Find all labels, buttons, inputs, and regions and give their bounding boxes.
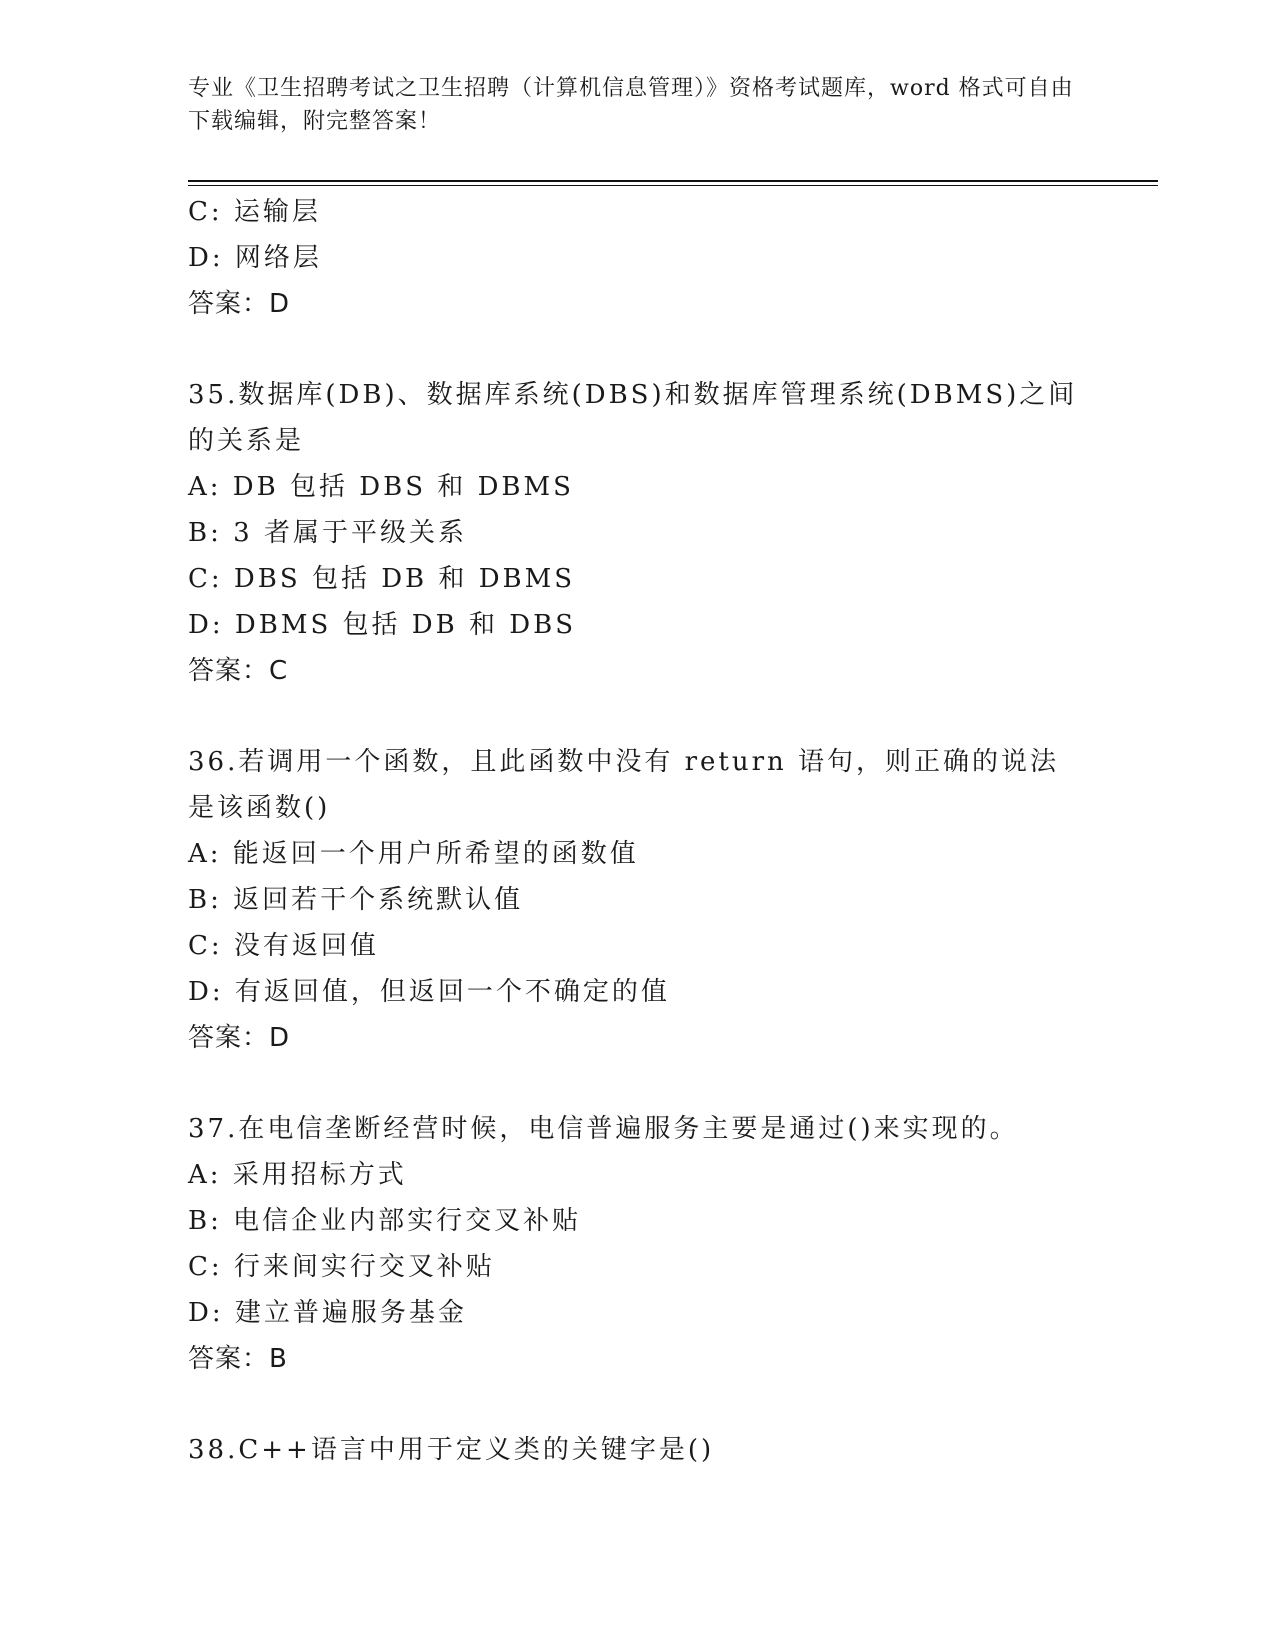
question-38 bbox=[188, 1427, 1078, 1473]
option-c: C: 没有返回值 bbox=[188, 931, 379, 961]
question-stem: 35.数据库(DB)、数据库系统(DBS)和数据库管理系统(DBMS)之间的关系是 bbox=[188, 380, 1078, 456]
answer: 答案：B bbox=[188, 1344, 288, 1374]
option-a: A: 采用招标方式 bbox=[188, 1160, 407, 1190]
question-list bbox=[188, 189, 1078, 1473]
answer: 答案：D bbox=[188, 1023, 291, 1053]
option-d: D: DBMS 包括 DB 和 DBS bbox=[188, 610, 577, 640]
option-d: D: 有返回值，但返回一个不确定的值 bbox=[188, 977, 670, 1007]
option-c: C: DBS 包括 DB 和 DBMS bbox=[188, 564, 576, 594]
question-36 bbox=[188, 739, 1078, 1061]
question-34-tail bbox=[188, 189, 1078, 327]
option-c: C: 行来间实行交叉补贴 bbox=[188, 1252, 495, 1282]
header-divider-thin bbox=[188, 185, 1158, 186]
document-header: 专业《卫生招聘考试之卫生招聘（计算机信息管理）》资格考试题库，word 格式可自由下载编辑，附完整答案！ bbox=[188, 76, 1074, 134]
option-d: D: 网络层 bbox=[188, 243, 322, 273]
question-35 bbox=[188, 372, 1078, 694]
header-divider bbox=[188, 180, 1158, 182]
option-a: A: 能返回一个用户所希望的函数值 bbox=[188, 839, 639, 869]
option-c: C: 运输层 bbox=[188, 197, 321, 227]
question-stem: 38.C++语言中用于定义类的关键字是() bbox=[188, 1435, 715, 1465]
option-a: A: DB 包括 DBS 和 DBMS bbox=[188, 472, 574, 502]
option-b: B: 3 者属于平级关系 bbox=[188, 518, 467, 548]
answer: 答案：D bbox=[188, 289, 291, 319]
question-stem: 36.若调用一个函数，且此函数中没有 return 语句，则正确的说法是该函数() bbox=[188, 747, 1060, 823]
option-b: B: 电信企业内部实行交叉补贴 bbox=[188, 1206, 582, 1236]
question-stem: 37.在电信垄断经营时候，电信普遍服务主要是通过()来实现的。 bbox=[188, 1114, 1019, 1144]
option-b: B: 返回若干个系统默认值 bbox=[188, 885, 524, 915]
option-d: D: 建立普遍服务基金 bbox=[188, 1298, 467, 1328]
answer: 答案：C bbox=[188, 656, 289, 686]
question-37 bbox=[188, 1106, 1078, 1382]
